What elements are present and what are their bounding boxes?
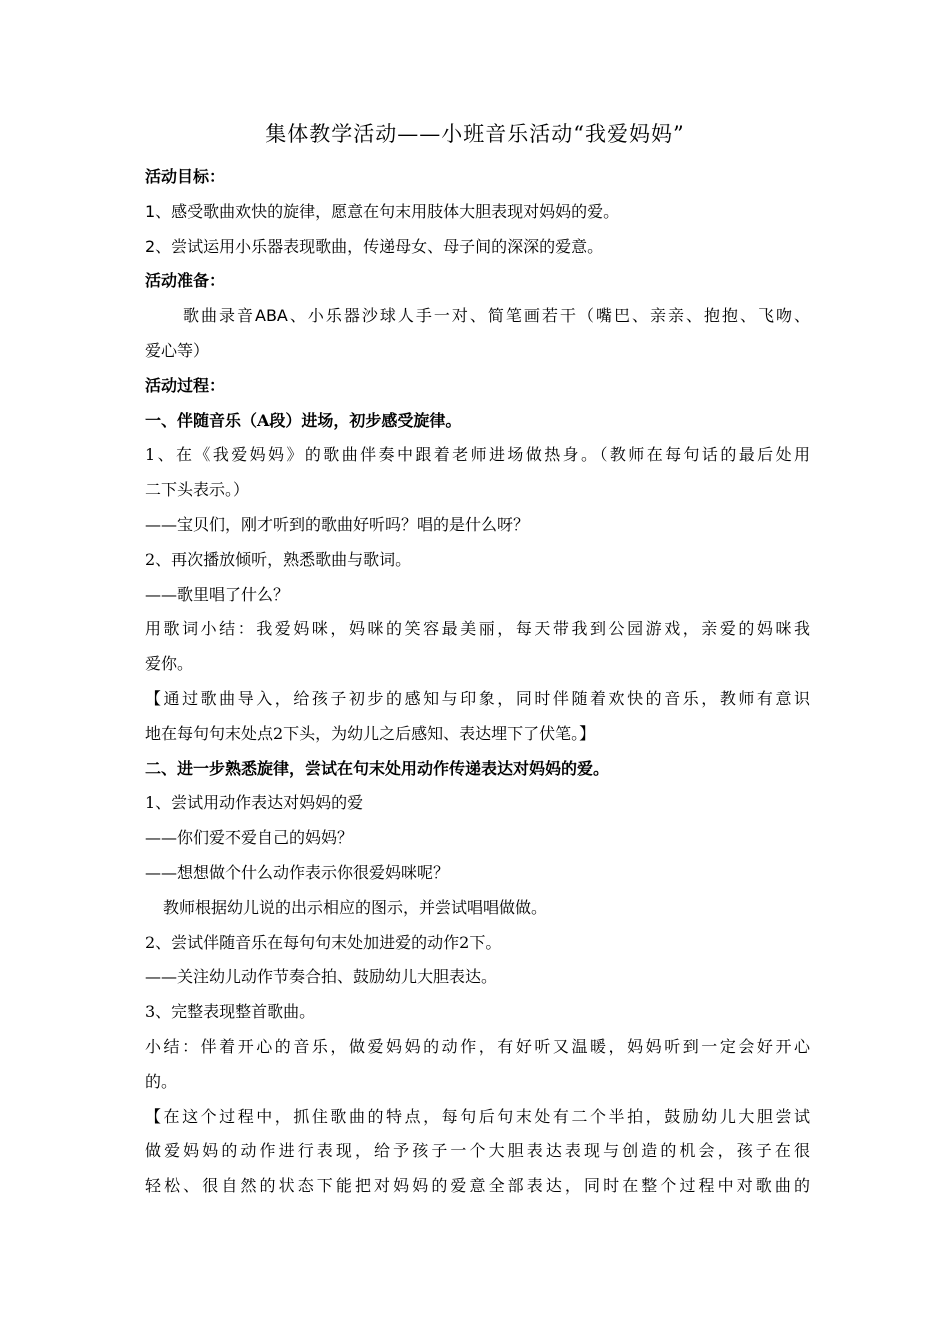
note-line: 【通过歌曲导入，给孩子初步的感知与印象，同时伴随着欢快的音乐，教师有意识 [145, 688, 810, 708]
question-line: ——歌里唱了什么？ [145, 584, 290, 604]
paragraph-line: 2、再次播放倾听，熟悉歌曲与歌词。 [145, 549, 412, 569]
preparation-text: 爱心等） [145, 340, 210, 360]
section-heading-goals: 活动目标： [145, 167, 226, 186]
paragraph-line: 1、在《我爱妈妈》的歌曲伴奏中跟着老师进场做热身。（教师在每句话的最后处用 [145, 445, 810, 465]
paragraph-line: 1、尝试用动作表达对妈妈的爱 [145, 793, 364, 813]
paragraph-line: 的。 [145, 1071, 178, 1091]
paragraph-line: 二下头表示。） [145, 480, 250, 500]
paragraph-line: 2、尝试伴随音乐在每句句末处加进爱的动作2下。 [145, 932, 502, 952]
goal-item: 1、感受歌曲欢快的旋律，愿意在句末用肢体大胆表现对妈妈的爱。 [145, 201, 620, 221]
question-line: ——关注幼儿动作节奏合拍、鼓励幼儿大胆表达。 [145, 967, 498, 987]
note-line: 轻松、很自然的状态下能把对妈妈的爱意全部表达，同时在整个过程中对歌曲的 [145, 1176, 810, 1196]
note-line: 【在这个过程中，抓住歌曲的特点，每句后句末处有二个半拍，鼓励幼儿大胆尝试 [145, 1106, 810, 1126]
goal-item: 2、尝试运用小乐器表现歌曲，传递母女、母子间的深深的爱意。 [145, 236, 604, 256]
question-line: ——你们爱不爱自己的妈妈？ [145, 828, 354, 848]
section-heading-preparation: 活动准备： [145, 271, 226, 291]
question-line: ——想想做个什么动作表示你很爱妈咪呢？ [145, 862, 450, 882]
document-body [145, 160, 810, 1204]
preparation-text: 歌曲录音ABA、小乐器沙球人手一对、简笔画若干（嘴巴、亲亲、抱抱、飞吻、 [183, 306, 810, 326]
paragraph-line: 3、完整表现整首歌曲。 [145, 1002, 316, 1022]
paragraph-line: 小结：伴着开心的音乐，做爱妈妈的动作，有好听又温暖，妈妈听到一定会好开心 [145, 1036, 810, 1056]
paragraph-line: 用歌词小结：我爱妈咪，妈咪的笑容最美丽，每天带我到公园游戏，亲爱的妈咪我 [145, 619, 810, 639]
document-title: 集体教学活动——小班音乐活动“我爱妈妈” [265, 122, 685, 146]
step-heading: 二、进一步熟悉旋律，尝试在句末处用动作传递表达对妈妈的爱。 [145, 758, 610, 778]
note-line: 做爱妈妈的动作进行表现，给予孩子一个大胆表达表现与创造的机会，孩子在很 [145, 1141, 810, 1161]
section-heading-process: 活动过程： [145, 375, 226, 395]
paragraph-line: 爱你。 [145, 654, 194, 674]
note-line: 地在每句句末处点2下头，为幼儿之后感知、表达埋下了伏笔。】 [145, 723, 596, 743]
paragraph-line: 教师根据幼儿说的出示相应的图示，并尝试唱唱做做。 [163, 897, 548, 917]
question-line: ——宝贝们，刚才听到的歌曲好听吗？唱的是什么呀？ [145, 514, 530, 534]
step-heading: 一、伴随音乐（A段）进场，初步感受旋律。 [145, 410, 462, 430]
